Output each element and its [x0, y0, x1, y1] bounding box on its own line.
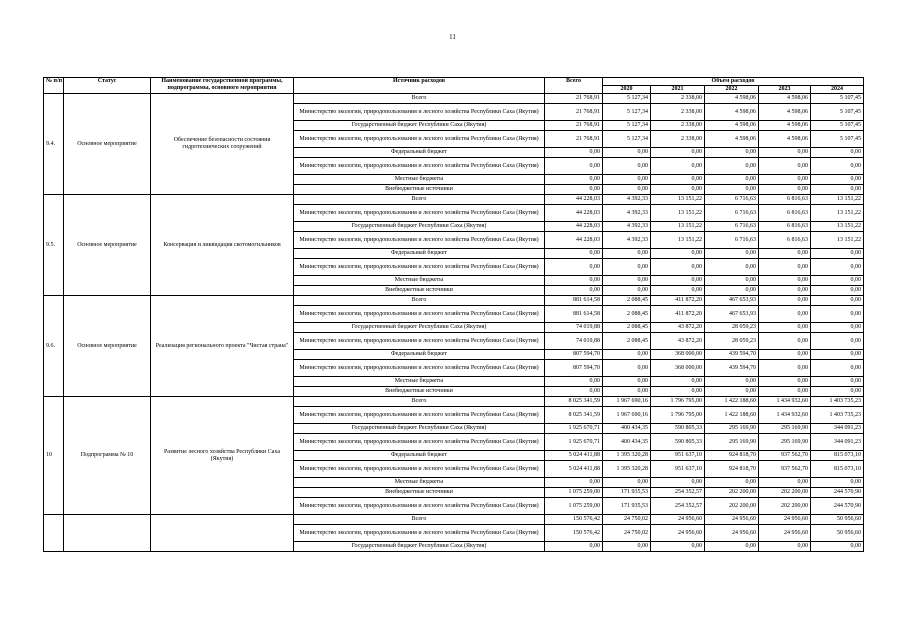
row-year-value: 815 073,10 [811, 461, 864, 478]
row-year-value: 24 956,60 [651, 515, 705, 525]
row-year-value: 0,00 [811, 306, 864, 323]
row-year-value: 171 935,53 [603, 498, 651, 515]
row-year-value: 2 088,45 [603, 306, 651, 323]
row-year-value: 0,00 [651, 276, 705, 286]
row-year-value: 254 352,57 [651, 488, 705, 498]
row-year-value: 924 818,70 [705, 451, 759, 461]
row-source: Министерство экологии, природопользования и лесного хозяйства Республики Саха (Якутия) [294, 306, 545, 323]
row-source: Всего [294, 397, 545, 407]
row-year-value: 1 967 690,16 [603, 397, 651, 407]
row-year-value: 0,00 [759, 276, 811, 286]
row-year-value: 28 059,23 [705, 323, 759, 333]
row-year-value: 411 872,20 [651, 306, 705, 323]
row-source: Федеральный бюджет [294, 148, 545, 158]
row-year-value: 13 151,22 [811, 205, 864, 222]
row-year-value: 0,00 [603, 148, 651, 158]
row-source: Министерство экологии, природопользования и лесного хозяйства Республики Саха (Якутия) [294, 104, 545, 121]
row-year-value: 0,00 [651, 286, 705, 296]
row-year-value: 13 151,22 [811, 222, 864, 232]
row-year-value: 1 967 690,16 [603, 407, 651, 424]
row-year-value: 4 598,06 [759, 104, 811, 121]
row-source: Федеральный бюджет [294, 249, 545, 259]
row-year-value: 439 594,70 [705, 360, 759, 377]
row-year-value: 0,00 [705, 276, 759, 286]
row-total: 0,00 [545, 387, 603, 397]
row-year-value: 0,00 [603, 360, 651, 377]
row-year-value: 5 127,34 [603, 104, 651, 121]
row-year-value: 0,00 [759, 185, 811, 195]
row-year-value: 5 107,45 [811, 104, 864, 121]
row-year-value: 202 200,00 [759, 498, 811, 515]
row-year-value: 951 637,10 [651, 451, 705, 461]
row-year-value: 0,00 [811, 387, 864, 397]
row-year-value: 0,00 [651, 185, 705, 195]
row-year-value: 2 338,00 [651, 104, 705, 121]
row-number [44, 515, 64, 552]
row-year-value: 0,00 [811, 185, 864, 195]
row-source: Всего [294, 515, 545, 525]
row-year-value: 254 352,57 [651, 498, 705, 515]
header-year: 2020 [603, 86, 651, 94]
row-source: Государственный бюджет Республики Саха (Якутия) [294, 222, 545, 232]
row-source: Государственный бюджет Республики Саха (Якутия) [294, 542, 545, 552]
row-number: 9.5. [44, 195, 64, 296]
row-source: Федеральный бюджет [294, 451, 545, 461]
header-year: 2022 [705, 86, 759, 94]
row-total: 44 228,03 [545, 195, 603, 205]
row-source: Министерство экологии, природопользования и лесного хозяйства Республики Саха (Якутия) [294, 525, 545, 542]
row-year-value: 4 598,06 [759, 121, 811, 131]
row-source: Министерство экологии, природопользования и лесного хозяйства Республики Саха (Якутия) [294, 232, 545, 249]
row-year-value: 400 434,35 [603, 434, 651, 451]
row-year-value: 6 716,63 [705, 232, 759, 249]
row-year-value: 6 816,63 [759, 232, 811, 249]
row-source: Государственный бюджет Республики Саха (Якутия) [294, 424, 545, 434]
row-year-value: 0,00 [603, 276, 651, 286]
row-year-value: 937 562,70 [759, 461, 811, 478]
row-year-value: 4 598,06 [759, 131, 811, 148]
row-year-value: 6 816,63 [759, 205, 811, 222]
row-total: 807 594,70 [545, 360, 603, 377]
row-year-value: 344 091,23 [811, 434, 864, 451]
row-year-value: 0,00 [811, 360, 864, 377]
row-year-value: 24 956,60 [759, 525, 811, 542]
row-year-value: 0,00 [811, 249, 864, 259]
row-total: 8 025 341,59 [545, 407, 603, 424]
row-total: 74 019,88 [545, 323, 603, 333]
table-body [44, 94, 864, 552]
row-source: Внебюджетные источники [294, 387, 545, 397]
row-year-value: 0,00 [811, 148, 864, 158]
header-source: Источник расходов [294, 78, 545, 94]
row-year-value: 24 956,60 [705, 525, 759, 542]
row-source: Министерство экологии, природопользования и лесного хозяйства Республики Саха (Якутия) [294, 407, 545, 424]
row-year-value: 0,00 [705, 185, 759, 195]
row-year-value: 924 818,70 [705, 461, 759, 478]
row-total: 74 019,88 [545, 333, 603, 350]
row-status: Основное мероприятие [64, 94, 151, 195]
row-year-value: 4 598,06 [705, 131, 759, 148]
row-program-name: Развитие лесного хозяйства Республики Саха (Якутия) [151, 397, 294, 515]
row-year-value: 0,00 [651, 542, 705, 552]
row-year-value: 0,00 [651, 158, 705, 175]
row-year-value: 0,00 [759, 259, 811, 276]
row-year-value: 590 805,33 [651, 434, 705, 451]
row-year-value: 43 872,20 [651, 323, 705, 333]
row-year-value: 5 107,45 [811, 131, 864, 148]
row-total: 0,00 [545, 175, 603, 185]
row-year-value: 50 956,60 [811, 525, 864, 542]
row-year-value: 0,00 [603, 350, 651, 360]
row-year-value: 0,00 [705, 377, 759, 387]
row-total: 1 075 259,00 [545, 488, 603, 498]
row-year-value: 0,00 [651, 387, 705, 397]
row-year-value: 6 716,63 [705, 222, 759, 232]
row-total: 8 025 341,59 [545, 397, 603, 407]
row-year-value: 1 395 320,28 [603, 461, 651, 478]
row-year-value: 4 392,33 [603, 232, 651, 249]
header-year: 2024 [811, 86, 864, 94]
row-year-value: 1 422 188,60 [705, 407, 759, 424]
row-year-value: 6 816,63 [759, 195, 811, 205]
row-source: Федеральный бюджет [294, 350, 545, 360]
row-year-value: 2 088,45 [603, 296, 651, 306]
header-name: Наименование государственной программы, подпрограммы, основного мероприятия [151, 78, 294, 94]
row-total: 44 228,03 [545, 232, 603, 249]
row-year-value: 4 392,33 [603, 195, 651, 205]
row-year-value: 4 598,06 [705, 94, 759, 104]
row-year-value: 28 059,23 [705, 333, 759, 350]
row-total: 5 024 411,88 [545, 451, 603, 461]
row-year-value: 0,00 [603, 377, 651, 387]
row-year-value: 0,00 [759, 249, 811, 259]
row-year-value: 13 151,22 [651, 232, 705, 249]
row-year-value: 0,00 [759, 323, 811, 333]
row-total: 807 594,70 [545, 350, 603, 360]
header-num: № п/п [44, 78, 64, 94]
row-source: Министерство экологии, природопользования и лесного хозяйства Республики Саха (Якутия) [294, 205, 545, 222]
row-year-value: 344 091,23 [811, 424, 864, 434]
row-year-value: 202 200,00 [705, 488, 759, 498]
row-program-name [151, 515, 294, 552]
row-year-value: 4 598,06 [705, 121, 759, 131]
row-year-value: 1 796 795,00 [651, 407, 705, 424]
row-year-value: 0,00 [705, 286, 759, 296]
row-year-value: 467 653,93 [705, 296, 759, 306]
row-year-value: 0,00 [759, 377, 811, 387]
row-year-value: 1 403 735,23 [811, 407, 864, 424]
row-year-value: 6 816,63 [759, 222, 811, 232]
row-year-value: 0,00 [811, 377, 864, 387]
row-year-value: 0,00 [705, 542, 759, 552]
row-total: 0,00 [545, 542, 603, 552]
row-total: 21 768,91 [545, 104, 603, 121]
row-year-value: 171 935,53 [603, 488, 651, 498]
row-year-value: 295 169,90 [705, 434, 759, 451]
row-year-value: 0,00 [705, 158, 759, 175]
row-year-value: 0,00 [705, 148, 759, 158]
row-year-value: 0,00 [651, 148, 705, 158]
row-year-value: 0,00 [651, 175, 705, 185]
row-year-value: 295 169,90 [759, 424, 811, 434]
row-year-value: 0,00 [705, 259, 759, 276]
row-number: 9.4. [44, 94, 64, 195]
row-year-value: 2 088,45 [603, 333, 651, 350]
row-source: Министерство экологии, природопользования и лесного хозяйства Республики Саха (Якутия) [294, 498, 545, 515]
row-status: Подпрограмма № 10 [64, 397, 151, 515]
row-total: 0,00 [545, 478, 603, 488]
row-year-value: 24 956,60 [651, 525, 705, 542]
row-source: Министерство экологии, природопользования и лесного хозяйства Республики Саха (Якутия) [294, 461, 545, 478]
row-source: Министерство экологии, природопользования и лесного хозяйства Республики Саха (Якутия) [294, 131, 545, 148]
row-year-value: 6 716,63 [705, 195, 759, 205]
row-year-value: 13 151,22 [651, 205, 705, 222]
row-year-value: 13 151,22 [651, 222, 705, 232]
row-year-value: 4 598,06 [759, 94, 811, 104]
row-source: Внебюджетные источники [294, 185, 545, 195]
row-year-value: 0,00 [603, 158, 651, 175]
row-status [64, 515, 151, 552]
row-year-value: 0,00 [651, 377, 705, 387]
row-year-value: 0,00 [603, 286, 651, 296]
row-total: 0,00 [545, 276, 603, 286]
row-year-value: 244 570,90 [811, 488, 864, 498]
row-year-value: 0,00 [651, 249, 705, 259]
row-source: Государственный бюджет Республики Саха (Якутия) [294, 323, 545, 333]
row-total: 0,00 [545, 185, 603, 195]
row-year-value: 0,00 [759, 478, 811, 488]
row-source: Министерство экологии, природопользования и лесного хозяйства Республики Саха (Якутия) [294, 434, 545, 451]
row-year-value: 467 653,93 [705, 306, 759, 323]
row-total: 44 228,03 [545, 205, 603, 222]
row-total: 881 614,58 [545, 296, 603, 306]
row-program-name: Консервация и ликвидация скотомогильников [151, 195, 294, 296]
row-year-value: 4 392,33 [603, 222, 651, 232]
row-year-value: 0,00 [811, 350, 864, 360]
row-year-value: 0,00 [811, 323, 864, 333]
row-year-value: 0,00 [759, 286, 811, 296]
row-total: 1 075 259,00 [545, 498, 603, 515]
row-year-value: 0,00 [705, 175, 759, 185]
row-total: 44 228,03 [545, 222, 603, 232]
row-year-value: 0,00 [811, 276, 864, 286]
row-year-value: 50 956,60 [811, 515, 864, 525]
row-year-value: 202 200,00 [705, 498, 759, 515]
row-year-value: 6 716,63 [705, 205, 759, 222]
row-year-value: 0,00 [759, 158, 811, 175]
row-year-value: 0,00 [603, 249, 651, 259]
row-year-value: 24 956,60 [705, 515, 759, 525]
row-year-value: 0,00 [651, 259, 705, 276]
row-year-value: 411 872,20 [651, 296, 705, 306]
row-year-value: 815 073,10 [811, 451, 864, 461]
row-year-value: 439 594,70 [705, 350, 759, 360]
row-year-value: 2 338,00 [651, 131, 705, 148]
row-year-value: 0,00 [759, 387, 811, 397]
row-year-value: 0,00 [811, 296, 864, 306]
row-year-value: 244 570,90 [811, 498, 864, 515]
row-year-value: 2 338,00 [651, 121, 705, 131]
row-year-value: 0,00 [759, 333, 811, 350]
row-year-value: 951 637,10 [651, 461, 705, 478]
header-total: Всего [545, 78, 603, 94]
row-source: Министерство экологии, природопользования и лесного хозяйства Республики Саха (Якутия) [294, 259, 545, 276]
row-year-value: 0,00 [759, 175, 811, 185]
row-program-name: Реализация регионального проекта "Чистая страна" [151, 296, 294, 397]
row-number: 9.6. [44, 296, 64, 397]
row-year-value: 0,00 [603, 185, 651, 195]
row-year-value: 0,00 [811, 158, 864, 175]
row-total: 881 614,58 [545, 306, 603, 323]
row-total: 21 768,91 [545, 94, 603, 104]
row-year-value: 5 127,34 [603, 121, 651, 131]
table-row [44, 515, 864, 525]
table-row [44, 94, 864, 104]
row-source: Государственный бюджет Республики Саха (Якутия) [294, 121, 545, 131]
table-row [44, 296, 864, 306]
row-year-value: 0,00 [705, 387, 759, 397]
row-total: 0,00 [545, 249, 603, 259]
row-year-value: 368 000,00 [651, 360, 705, 377]
row-year-value: 0,00 [759, 360, 811, 377]
row-status: Основное мероприятие [64, 195, 151, 296]
row-total: 0,00 [545, 286, 603, 296]
row-year-value: 0,00 [603, 478, 651, 488]
row-year-value: 24 750,02 [603, 515, 651, 525]
row-year-value: 0,00 [705, 478, 759, 488]
row-year-value: 2 088,45 [603, 323, 651, 333]
row-source: Министерство экологии, природопользования и лесного хозяйства Республики Саха (Якутия) [294, 360, 545, 377]
row-year-value: 0,00 [759, 306, 811, 323]
row-source: Внебюджетные источники [294, 488, 545, 498]
row-year-value: 5 127,34 [603, 94, 651, 104]
row-year-value: 1 434 932,60 [759, 397, 811, 407]
row-year-value: 1 422 188,60 [705, 397, 759, 407]
row-year-value: 4 392,33 [603, 205, 651, 222]
row-year-value: 4 598,06 [705, 104, 759, 121]
row-total: 150 576,42 [545, 515, 603, 525]
row-year-value: 0,00 [603, 175, 651, 185]
row-source: Местные бюджеты [294, 377, 545, 387]
row-year-value: 0,00 [811, 478, 864, 488]
row-total: 150 576,42 [545, 525, 603, 542]
row-year-value: 2 338,00 [651, 94, 705, 104]
row-source: Местные бюджеты [294, 175, 545, 185]
row-year-value: 400 434,35 [603, 424, 651, 434]
header-status: Статус [64, 78, 151, 94]
row-year-value: 5 127,34 [603, 131, 651, 148]
row-year-value: 368 000,00 [651, 350, 705, 360]
row-total: 5 024 411,88 [545, 461, 603, 478]
row-source: Всего [294, 195, 545, 205]
row-total: 0,00 [545, 377, 603, 387]
row-program-name: Обеспечение безопасности состояния гидротехнических сооружений [151, 94, 294, 195]
row-number: 10 [44, 397, 64, 515]
row-source: Местные бюджеты [294, 276, 545, 286]
row-total: 21 768,91 [545, 121, 603, 131]
row-year-value: 1 434 932,60 [759, 407, 811, 424]
row-year-value: 202 200,00 [759, 488, 811, 498]
row-total: 0,00 [545, 259, 603, 276]
table-row [44, 397, 864, 407]
row-year-value: 1 403 735,23 [811, 397, 864, 407]
header-volume: Объем расходов [603, 78, 864, 86]
row-year-value: 0,00 [651, 478, 705, 488]
row-year-value: 0,00 [811, 286, 864, 296]
row-year-value: 5 107,45 [811, 94, 864, 104]
row-year-value: 0,00 [811, 259, 864, 276]
row-year-value: 13 151,22 [811, 232, 864, 249]
row-total: 21 768,91 [545, 131, 603, 148]
row-year-value: 295 169,90 [705, 424, 759, 434]
row-year-value: 24 956,60 [759, 515, 811, 525]
header-year: 2023 [759, 86, 811, 94]
row-year-value: 0,00 [603, 259, 651, 276]
row-source: Всего [294, 296, 545, 306]
row-year-value: 0,00 [759, 148, 811, 158]
row-status: Основное мероприятие [64, 296, 151, 397]
table-row [44, 195, 864, 205]
row-year-value: 0,00 [603, 387, 651, 397]
row-year-value: 0,00 [759, 350, 811, 360]
row-year-value: 5 107,45 [811, 121, 864, 131]
row-year-value: 43 872,20 [651, 333, 705, 350]
budget-table [43, 77, 864, 552]
row-year-value: 295 169,90 [759, 434, 811, 451]
row-total: 0,00 [545, 158, 603, 175]
header-year: 2021 [651, 86, 705, 94]
row-source: Всего [294, 94, 545, 104]
row-year-value: 13 151,22 [811, 195, 864, 205]
row-year-value: 590 805,33 [651, 424, 705, 434]
row-total: 1 925 670,71 [545, 434, 603, 451]
row-year-value: 0,00 [603, 542, 651, 552]
row-year-value: 1 395 320,28 [603, 451, 651, 461]
row-year-value: 13 151,22 [651, 195, 705, 205]
row-total: 1 925 670,71 [545, 424, 603, 434]
row-source: Министерство экологии, природопользования и лесного хозяйства Республики Саха (Якутия) [294, 333, 545, 350]
row-year-value: 0,00 [759, 296, 811, 306]
row-year-value: 24 750,02 [603, 525, 651, 542]
row-year-value: 1 796 795,00 [651, 397, 705, 407]
row-year-value: 0,00 [759, 542, 811, 552]
row-source: Местные бюджеты [294, 478, 545, 488]
row-total: 0,00 [545, 148, 603, 158]
row-year-value: 0,00 [811, 175, 864, 185]
row-source: Внебюджетные источники [294, 286, 545, 296]
row-source: Министерство экологии, природопользования и лесного хозяйства Республики Саха (Якутия) [294, 158, 545, 175]
row-year-value: 0,00 [811, 333, 864, 350]
page-number: 11 [449, 33, 456, 41]
row-year-value: 937 562,70 [759, 451, 811, 461]
row-year-value: 0,00 [705, 249, 759, 259]
row-year-value: 0,00 [811, 542, 864, 552]
